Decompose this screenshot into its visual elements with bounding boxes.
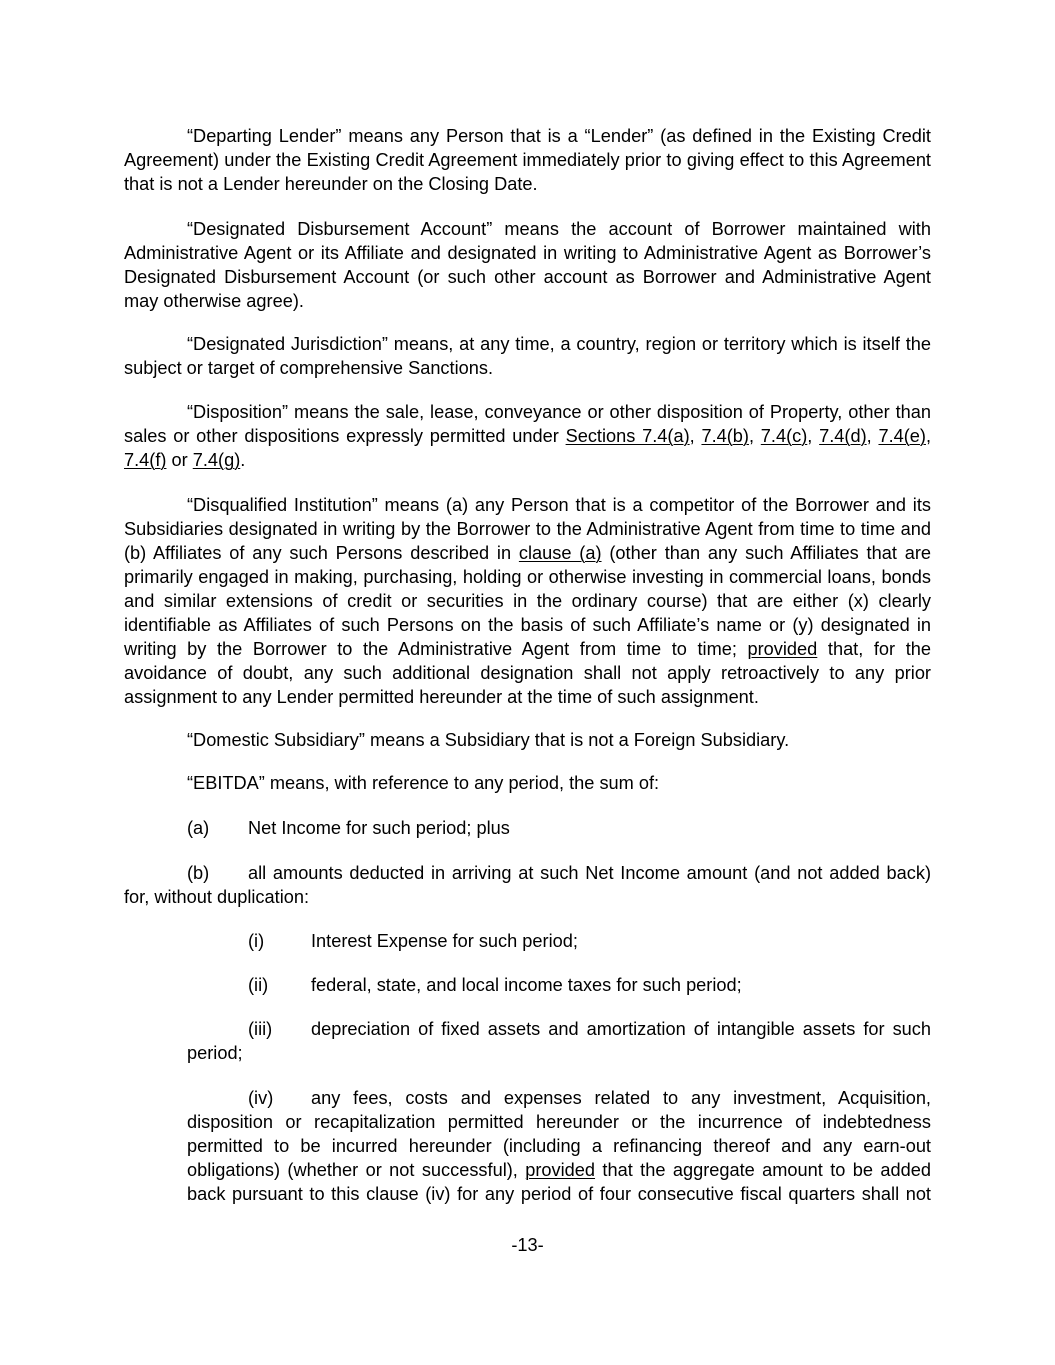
definition-text: means, at any time, a country, region or territory which is itself the subject or target of comprehensive Sanctions. xyxy=(124,334,931,378)
separator: , xyxy=(689,426,702,446)
definition-designated-jurisdiction xyxy=(124,332,931,380)
definition-domestic-subsidiary xyxy=(124,728,931,752)
separator: , xyxy=(866,426,879,446)
subclause-label: (iv) xyxy=(248,1088,274,1108)
clause-text: all amounts deducted in arriving at such Net Income amount (and not added back) for, without duplication: xyxy=(124,863,931,907)
definition-text: means the account of Borrower maintained with Administrative Agent or its Affiliate and designated in writing to Administrative Agent as Borrower’s Designated Disbursement Account (or such other account as Borrower and Administrative Agent may otherwise agree). xyxy=(124,219,931,311)
section-reference: 7.4(f) xyxy=(124,450,167,470)
definition-text: means any Person that is a “Lender” (as defined in the Existing Credit Agreement) under the Existing Credit Agreement immediately prior to giving effect to this Agreement that is not a Lender hereunder on the Closing Date. xyxy=(124,126,931,194)
clause-label: (a) xyxy=(187,818,210,838)
definition-text: means a Subsidiary that is not a Foreign Subsidiary. xyxy=(364,730,790,750)
subclause-label: (iii) xyxy=(248,1019,273,1039)
defined-term: “Domestic Subsidiary” xyxy=(187,730,365,750)
proviso-term: provided xyxy=(525,1160,596,1180)
proviso-term: provided xyxy=(747,639,818,659)
clause-text: Net Income for such period; plus xyxy=(248,818,510,838)
section-reference: 7.4(e) xyxy=(878,426,926,446)
section-reference: 7.4(g) xyxy=(192,450,241,470)
separator: or xyxy=(166,450,193,470)
defined-term: “Designated Disbursement Account” xyxy=(187,219,493,239)
ebitda-subclause-iv xyxy=(187,1086,931,1206)
defined-term: “Disposition” xyxy=(187,402,289,422)
subclause-label: (ii) xyxy=(248,975,269,995)
separator: , xyxy=(925,426,932,446)
definition-text: means, with reference to any period, the sum of: xyxy=(264,773,660,793)
definition-ebitda xyxy=(124,771,931,795)
defined-term: “Departing Lender” xyxy=(187,126,342,146)
definition-disposition xyxy=(124,400,931,472)
separator: , xyxy=(748,426,761,446)
section-reference: Sections 7.4(a) xyxy=(565,426,690,446)
separator: , xyxy=(807,426,820,446)
definition-departing-lender xyxy=(124,124,931,196)
subclause-text: Interest Expense for such period; xyxy=(311,931,578,951)
ebitda-clause-b xyxy=(124,861,931,909)
section-reference: 7.4(b) xyxy=(701,426,749,446)
subclause-text: that the aggregate amount to be added back pursuant to this clause (iv) for any period of four consecutive fiscal quarters shall not xyxy=(187,1160,931,1204)
defined-term: “Designated Jurisdiction” xyxy=(187,334,388,354)
ebitda-clause-a xyxy=(124,816,931,840)
ebitda-subclause-ii xyxy=(124,973,931,997)
definition-text: (other than any such Affiliates that are primarily engaged in making, purchasing, holding or otherwise investing in commercial loans, bonds and similar extensions of credit or securities in the ordinary course) that are either (x) clearly identifiable as Affiliates of such Persons on the basis of such Affiliate’s name or (y) designated in writing by the Borrower to the Administrative Agent from time to time; xyxy=(124,543,931,659)
clause-reference: clause (a) xyxy=(518,543,602,563)
subclause-label: (i) xyxy=(248,931,265,951)
defined-term: “EBITDA” xyxy=(187,773,265,793)
defined-term: “Disqualified Institution” xyxy=(187,495,378,515)
definition-text: means (a) any Person that is a competitor of the Borrower and its Subsidiaries designated in writing by the Borrower to the Administrative Agent from time to time and (b) Affiliates of any such Persons described in xyxy=(124,495,931,563)
subclause-text: federal, state, and local income taxes for such period; xyxy=(311,975,742,995)
definition-text: that, for the avoidance of doubt, any such additional designation shall not apply retroactively to any prior assignment to any Lender permitted hereunder at the time of such assignment. xyxy=(124,639,931,707)
ebitda-subclause-iii xyxy=(187,1017,931,1065)
separator: . xyxy=(240,450,246,470)
section-reference: 7.4(d) xyxy=(819,426,867,446)
ebitda-subclause-i xyxy=(124,929,931,953)
definition-designated-disbursement-account xyxy=(124,217,931,313)
definition-disqualified-institution xyxy=(124,493,931,709)
definition-text: means the sale, lease, conveyance or other disposition of Property, other than sales or other dispositions expressly permitted under xyxy=(124,402,931,446)
subclause-text: depreciation of fixed assets and amortization of intangible assets for such period; xyxy=(187,1019,931,1063)
subclause-text: any fees, costs and expenses related to any investment, Acquisition, disposition or recapitalization permitted hereunder or the incurrence of indebtedness permitted to be incurred hereunder (including a refinancing thereof and any earn-out obligations) (whether or not successful), xyxy=(187,1088,931,1180)
section-reference: 7.4(c) xyxy=(760,426,808,446)
clause-label: (b) xyxy=(187,863,210,883)
page-number: -13- xyxy=(511,1235,544,1255)
